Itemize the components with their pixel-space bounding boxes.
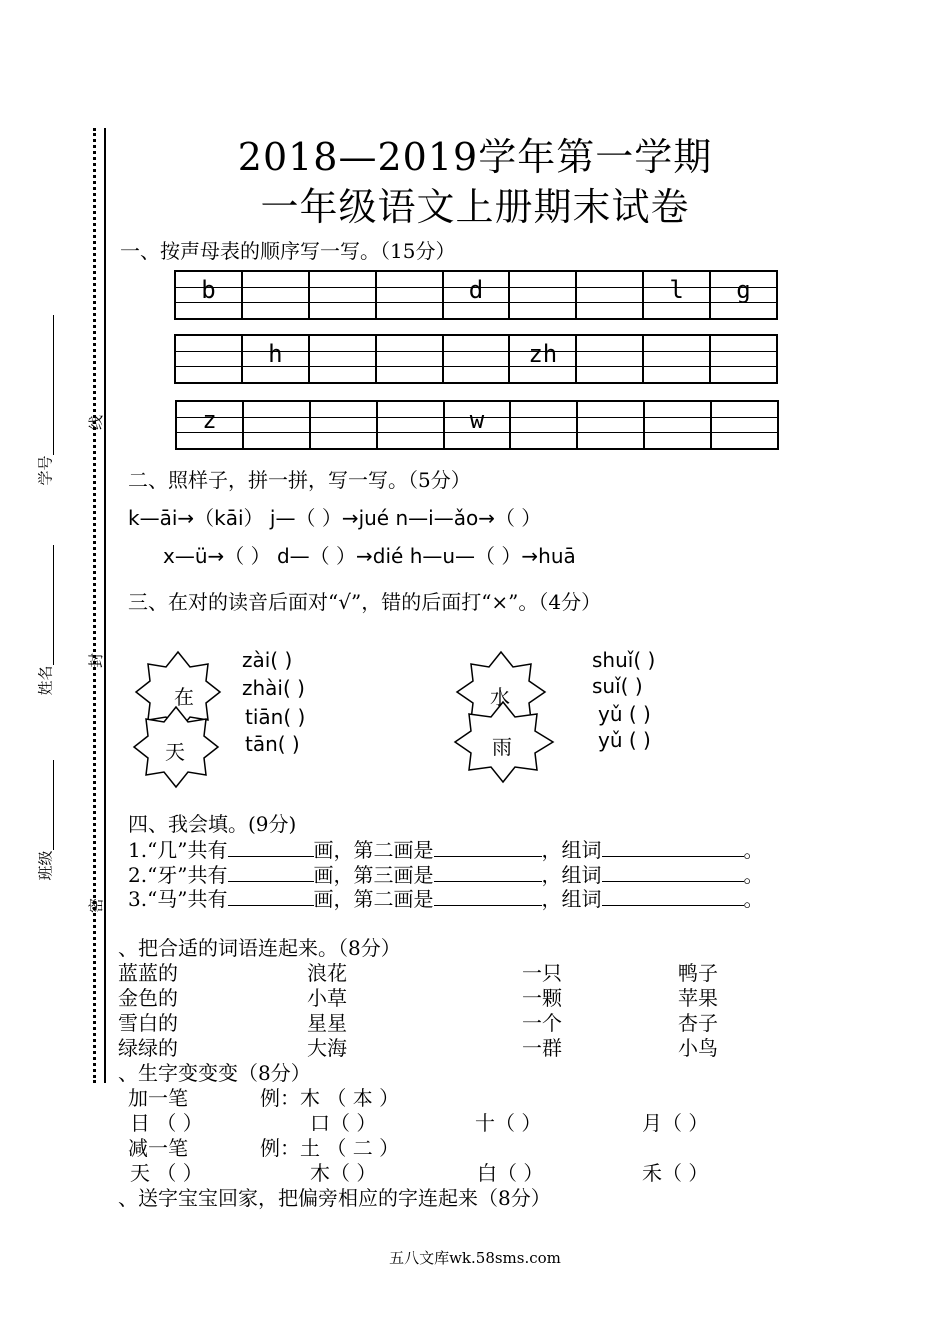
pinyin-tan: tān( ) xyxy=(245,732,300,756)
match-col3-item: 一颗 xyxy=(522,986,562,1010)
match-col4-item: 苹果 xyxy=(678,986,718,1010)
add-stroke-item: 月（ ） xyxy=(642,1111,709,1135)
match-col4-item: 鸭子 xyxy=(678,961,718,985)
match-col2-item: 小草 xyxy=(307,986,347,1010)
match-col1-item: 绿绿的 xyxy=(118,1036,178,1060)
grid-letter: g xyxy=(736,276,751,304)
grid-letter: h xyxy=(268,340,283,368)
match-col2-item: 大海 xyxy=(307,1036,347,1060)
add-stroke-item: 十（ ） xyxy=(475,1111,542,1135)
grid-letter: w xyxy=(469,406,485,434)
sub-stroke-example: 例：土 （ 二 ） xyxy=(260,1136,400,1160)
sub-stroke-item: 白（ ） xyxy=(477,1161,544,1185)
pinyin-zhai: zhài( ) xyxy=(242,676,305,700)
xian-label: 线 xyxy=(87,414,106,431)
sub-stroke-item: 木（ ） xyxy=(310,1161,377,1185)
section-5-heading: 、把合适的词语连起来。（8分） xyxy=(118,936,401,960)
sub-stroke-item: 天 （ ） xyxy=(130,1161,203,1185)
sub-stroke-item: 禾（ ） xyxy=(642,1161,709,1185)
section-4-heading: 四、我会填。(9分) xyxy=(128,812,297,836)
section-2-line-1: k—āi→（kāi） j—（ ）→jué n—i—ǎo→（ ） xyxy=(128,506,542,530)
pinyin-tian: tiān( ) xyxy=(245,705,306,729)
char-zai: 在 xyxy=(174,685,194,709)
add-stroke-label: 加一笔 xyxy=(128,1086,188,1110)
pinyin-zai: zài( ) xyxy=(242,648,293,672)
fill-question-2: 2.“牙”共有 画，第三画是 ，组词 。 xyxy=(128,863,764,887)
char-tian: 天 xyxy=(165,740,185,764)
match-col4-item: 杏子 xyxy=(678,1011,718,1035)
xuehao-label: 学号 xyxy=(36,455,55,486)
char-shui: 水 xyxy=(490,685,510,709)
match-col2-item: 星星 xyxy=(307,1011,347,1035)
footer-watermark: 五八文库wk.58sms.com xyxy=(389,1249,561,1267)
banji-label: 班级 xyxy=(36,850,55,881)
pinyin-yu-1: yǔ ( ) xyxy=(598,702,651,726)
title-line-1: 2018—2019学年第一学期 xyxy=(237,135,713,179)
match-col3-item: 一个 xyxy=(522,1011,562,1035)
section-2-line-2: x—ü→（ ） d—（ ）→dié h—u—（ ）→huā xyxy=(163,544,576,568)
match-col1-item: 金色的 xyxy=(118,986,178,1010)
add-stroke-item: 日 （ ） xyxy=(130,1111,203,1135)
match-col4-item: 小鸟 xyxy=(678,1036,718,1060)
add-stroke-example: 例：木 （ 本 ） xyxy=(260,1086,400,1110)
match-col1-item: 雪白的 xyxy=(118,1011,178,1035)
section-7-heading: 、送字宝宝回家，把偏旁相应的字连起来（8分） xyxy=(118,1186,551,1210)
pinyin-sui: suǐ( ) xyxy=(592,674,643,698)
match-col2-item: 浪花 xyxy=(307,961,347,985)
char-yu: 雨 xyxy=(492,735,512,759)
mi-label: 密 xyxy=(87,897,106,914)
sub-stroke-label: 减一笔 xyxy=(128,1136,188,1160)
fill-question-3: 3.“马”共有 画，第二画是 ，组词 。 xyxy=(128,887,764,911)
section-3-heading: 三、在对的读音后面对“√”，错的后面打“×”。（4分） xyxy=(128,590,602,614)
grid-letter: b xyxy=(201,276,216,304)
match-col1-item: 蓝蓝的 xyxy=(118,961,178,985)
section-6-heading: 、生字变变变（8分） xyxy=(118,1061,311,1085)
match-col3-item: 一只 xyxy=(522,961,562,985)
title-line-2: 一年级语文上册期末试卷 xyxy=(260,185,690,229)
grid-letter: l xyxy=(669,276,684,304)
fill-question-1: 1.“几”共有 画，第二画是 ，组词 。 xyxy=(128,838,764,862)
xingming-label: 姓名 xyxy=(36,665,55,696)
feng-label: 封 xyxy=(87,652,106,669)
add-stroke-item: 口（ ） xyxy=(310,1111,377,1135)
match-col3-item: 一群 xyxy=(522,1036,562,1060)
grid-letter: d xyxy=(468,276,484,304)
grid-letter: z xyxy=(202,406,217,434)
section-2-heading: 二、照样子，拼一拼，写一写。（5分） xyxy=(128,468,471,492)
pinyin-yu-2: yǔ ( ) xyxy=(598,728,651,752)
section-1-heading: 一、按声母表的顺序写一写。（15分） xyxy=(120,239,456,263)
grid-letter: zh xyxy=(528,340,558,368)
pinyin-shui: shuǐ( ) xyxy=(592,648,656,672)
